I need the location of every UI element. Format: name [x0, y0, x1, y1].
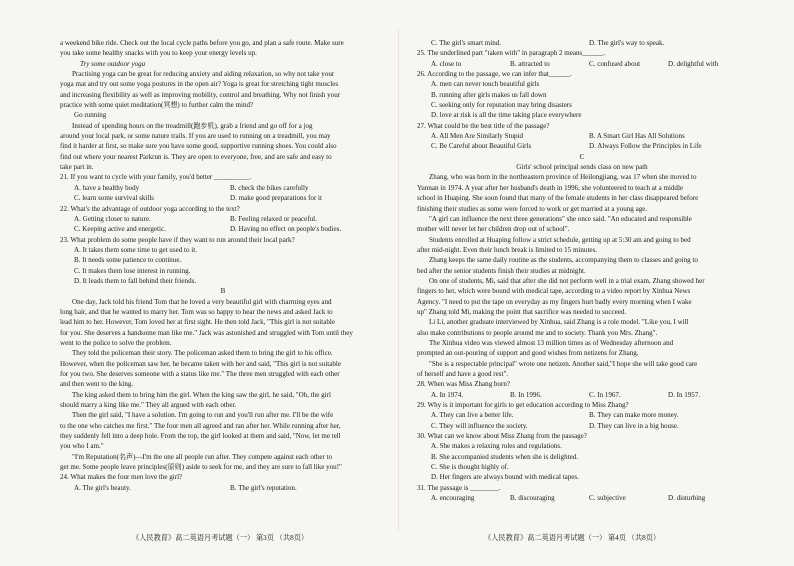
- text-line: bed after the senior students finish their studies at midnight.: [417, 266, 586, 275]
- answer-options: [417, 59, 747, 69]
- option-b: D. make good preparations for it: [230, 194, 322, 203]
- text-line: One day, Jack told his friend Tom that he loved a very beautiful girl with charming eyes and: [72, 297, 332, 306]
- option-a: C. They will influence the society.: [431, 421, 528, 430]
- text-line: 23. What problem do some people have if they want to run around their local park?: [60, 235, 295, 244]
- text-line: Students enrolled at Huaping follow a strict schedule, getting up at 5:30 am and going to bed: [429, 235, 691, 244]
- answer-options: [417, 410, 747, 420]
- text-line: Try some outdoor yoga: [80, 59, 146, 68]
- text-line: "I'm Reputation(名声)—I'm the one all people run after. They compete against each other to: [72, 452, 333, 461]
- text-line: 30. What can we know about Miss Zhang from the passage?: [417, 432, 587, 441]
- answer-options: [60, 483, 386, 493]
- text-line: 22. What's the advantage of outdoor yoga according to the text?: [60, 204, 240, 213]
- text-line: On one of students, Mi, said that after she did not perform well in a trial exam, Zhang showed her: [429, 276, 705, 285]
- text-line: Li Li, another graduate interviewed by Xinhua, said Zhang is a role model. "Like you, I will: [429, 318, 689, 327]
- option-a: A. close to: [431, 59, 462, 68]
- text-line: Zhang keeps the same daily routine as the students, accompanying them to classes and going to: [429, 256, 698, 265]
- option-a: A. They can live a better life.: [431, 411, 514, 420]
- text-line: 21. If you want to cycle with your family, you'd better __________.: [60, 173, 252, 182]
- option-a: A. have a healthy body: [74, 183, 140, 192]
- option-b: D. The girl's way to speak.: [589, 39, 665, 47]
- option-b: B. A Smart Girl Has All Solutions: [589, 132, 685, 141]
- text-line: of herself and have a good rest".: [417, 370, 509, 378]
- option-b: B. They can make more money.: [589, 411, 679, 420]
- option-c: C. subjective: [589, 494, 626, 503]
- text-line: for you two. She deserves someone with a status like me." The three men struggled with each other: [60, 370, 340, 378]
- answer-options: [60, 214, 386, 224]
- text-line: mother will never let her children drop out of school".: [417, 225, 570, 234]
- text-line: get me. Some people leave principles(原则) aside to seek for me, and they are sure to fall like you!": [60, 463, 342, 472]
- text-line: 27. What could be the best title of the passage?: [417, 121, 550, 130]
- text-line: take part in.: [60, 163, 94, 172]
- answer-options: [60, 183, 386, 193]
- option-a: C. Be Careful about Beautiful Girls: [431, 142, 532, 151]
- text-line: practice with some quiet meditation(冥想) to further calm the mind?: [60, 101, 254, 110]
- page-4-column: [417, 38, 747, 503]
- option-a: C. The girl's smart mind.: [431, 39, 502, 47]
- text-line: after mid-night. Even their lunch break is limited to 15 minutes.: [417, 245, 598, 254]
- text-line: 24. What makes the four men love the girl?: [60, 473, 183, 482]
- text-line: lead him to her. However, Tom loved her at first sight. He then told Jack, "This girl is not suitable: [60, 318, 335, 327]
- text-line: school in Huaping. She soon found that many of the female students in her class disappeared before: [417, 194, 699, 203]
- answer-options: [60, 193, 386, 203]
- option-b: D. Having no effect on people's bodies.: [230, 225, 342, 234]
- text-line: should marry a king like me." They all argued with each other.: [60, 401, 237, 410]
- answer-options: [60, 224, 386, 234]
- text-line: fingers to her, which were bound with medical tape, according to a video report by Xinhua News: [417, 287, 691, 296]
- text-line: finishing their studies as some were forced to work or get married at a young age.: [417, 204, 648, 213]
- text-line: to the one who catches me first." The four men all agreed and ran after her. While running after her,: [60, 421, 341, 430]
- text-line: up" Zhang told Mi, making the point that sacrifice was needed to succeed.: [417, 307, 627, 316]
- text-line: They told the policeman their story. The policeman asked them to bring the girl to his office.: [72, 349, 333, 358]
- text-line: and then went to the king.: [60, 380, 134, 389]
- text-line: Zhang, who was born in the northeastern province of Heilongjiang, was 17 when she moved to: [429, 173, 697, 182]
- text-line: Then the girl said, "I have a solution. I'm going to run and you'll run after me. I'll be the wife: [72, 411, 334, 420]
- text-line: they suddenly fell into a deep hole. From the top, the girl looked at them and said, "Now, let me tell: [60, 432, 341, 441]
- text-line: around your local park, or some nature trails. If you are used to running on a treadmill, you may: [60, 132, 331, 141]
- text-line: 29. Why is it important for girls to get education according to Miss Zhang?: [417, 401, 629, 410]
- text-line: Agency. "I need to put the tape on everyday as my fingers hurt badly every morning when I wake: [417, 297, 692, 306]
- text-line: C. She is thought highly of.: [431, 463, 509, 472]
- text-line: you take some healthy snacks with you to keep your energy levels up.: [60, 49, 257, 58]
- option-c: C. In 1967.: [589, 390, 621, 399]
- option-d: D. disturbing: [668, 494, 706, 503]
- footer-page-4: 《人民教育》高二英语月考试题（一） 第4页 （共8页）: [484, 534, 661, 542]
- text-line: for you. She deserves a handsome man like me." Jack was astonished and struggled with Tom until they: [60, 328, 353, 337]
- text-line: B. It needs some patience to continue.: [74, 256, 182, 265]
- answer-options: [417, 141, 747, 151]
- text-line: The Xinhua video was viewed almost 13 million times as of Wednesday afternoon and: [429, 338, 674, 347]
- text-line: B. running after girls makes us fall down: [431, 90, 547, 99]
- text-line: "A girl can influence the next three generations" she once said. "An educated and responsible: [429, 214, 692, 223]
- option-a: A. Getting closer to nature.: [74, 214, 151, 223]
- option-a: A. In 1974.: [431, 390, 464, 399]
- text-line: Practising yoga can be great for reducing anxiety and aiding relaxation, so why not take your: [72, 70, 335, 79]
- option-c: C. confused about: [589, 59, 641, 68]
- text-line: D. Her fingers are always bound with medical tapes.: [431, 473, 579, 482]
- text-line: Go running: [74, 111, 107, 120]
- option-a: A. All Men Are Similarly Stupid: [431, 132, 524, 141]
- option-a: C. Keeping active and energetic.: [74, 225, 166, 234]
- option-b: D. Always Follow the Principles in Life: [589, 142, 702, 151]
- text-line: 31. The passage is ________.: [417, 483, 501, 492]
- text-line: find it harder at first, so make sure you have some good, supportive running shoes. You could also: [60, 142, 337, 151]
- footer-page-3: 《人民教育》高二英语月考试题（一） 第3页 （共8页）: [132, 534, 309, 542]
- text-line: long hair, and that he wanted to marry her. Tom was so happy to hear the news and asked Jack to: [60, 307, 333, 316]
- section-heading: B: [220, 287, 226, 296]
- text-line: 26. According to the passage, we can infer that______.: [417, 70, 572, 79]
- answer-options: [417, 38, 747, 48]
- option-b: B. discouraging: [510, 494, 555, 503]
- text-line: A. It takes them some time to get used to it.: [74, 245, 197, 254]
- section-heading: C: [579, 152, 585, 161]
- text-line: C. It makes them lose interest in running.: [74, 266, 191, 275]
- option-b: B. In 1996.: [510, 390, 542, 399]
- answer-options: [417, 390, 747, 400]
- option-d: D. delightful with: [668, 59, 719, 68]
- page-3-column: [60, 38, 386, 493]
- text-line: yoga mat and try out some yoga postures in the open air? Yoga is great for stretching tight muscles: [60, 80, 339, 89]
- text-line: 28. When was Miss Zhang born?: [417, 380, 511, 389]
- option-b: B. The girl's reputation.: [230, 483, 297, 492]
- text-line: However, when the policeman saw her, he became taken with her and said, "This girl is not suitable: [60, 359, 341, 368]
- text-line: also make contributions to people around me and to society. Thank you Mrs. Zhang".: [417, 328, 658, 337]
- option-d: D. In 1957.: [668, 390, 701, 399]
- option-b: B. check the bikes carefully: [230, 183, 309, 192]
- option-a: C. learn some survival skills: [74, 194, 155, 203]
- section-heading: Girls' school principal sends class on new path: [516, 163, 648, 172]
- text-line: The king asked them to bring him the girl. When the king saw the girl, he said, "Oh, the girl: [72, 390, 331, 399]
- text-line: D. It leads them to fall behind their friends.: [74, 276, 197, 285]
- answer-options: [417, 421, 747, 431]
- option-b: D. They can live in a big house.: [589, 421, 679, 430]
- answer-options: [417, 131, 747, 141]
- text-line: you who I am.": [60, 442, 104, 451]
- text-line: 25. The underlined part "taken with" in paragraph 2 means______.: [417, 49, 606, 58]
- answer-options: [417, 493, 747, 503]
- text-line: a weekend bike ride. Check out the local cycle paths before you go, and plan a safe route. Make sure: [60, 39, 344, 47]
- option-a: A. The girl's beauty.: [74, 483, 131, 492]
- text-line: went to the police to solve the problem.: [60, 338, 172, 347]
- text-line: and increasing flexibility as well as improving mobility, control and breathing. Why not finish your: [60, 90, 341, 99]
- text-line: C. seeking only for reputation may bring disasters: [431, 101, 572, 110]
- text-line: Yunnan in 1974. A year after her husband's death in 1996, she volunteered to teach at a middle: [417, 183, 684, 192]
- text-line: prompted an out-pouring of support and good wishes from netizens for Zhang.: [417, 349, 639, 358]
- text-line: find out where your nearest Parkrun is. They are open to everyone, free, and are safe and easy to: [60, 152, 332, 161]
- option-b: B. Feeling relaxed or peaceful.: [230, 214, 317, 223]
- text-line: D. love at risk is all the time taking place everywhere: [431, 111, 582, 120]
- text-line: A. men can never touch beautiful girls: [431, 80, 540, 89]
- option-b: B. attracted to: [510, 59, 550, 68]
- text-line: "She is a respectable principal" wrote one netizen. Another said,"I hope she will take good care: [429, 359, 698, 368]
- text-line: Instead of spending hours on the treadmill(跑步机), grab a friend and go off for a jog: [72, 121, 313, 130]
- text-line: B. She accompanied students when she is delighted.: [431, 452, 578, 461]
- page-gutter: [398, 30, 399, 530]
- option-a: A. encouraging: [431, 494, 475, 503]
- text-line: A. She makes a relaxing rules and regulations.: [431, 442, 562, 451]
